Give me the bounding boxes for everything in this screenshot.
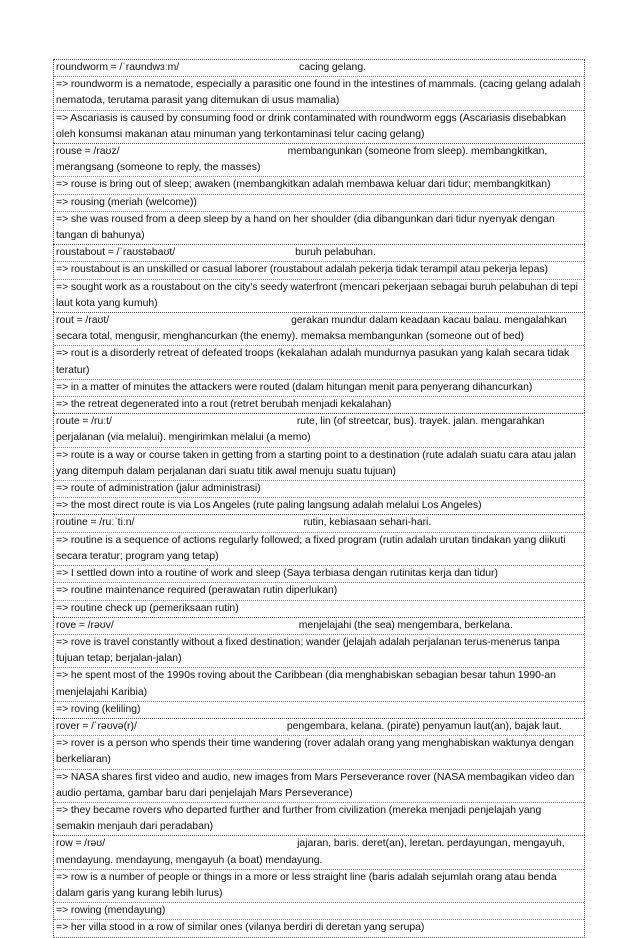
dictionary-entry bbox=[53, 244, 585, 312]
entry-example: => the most direct route is via Los Angeles (rute paling langsung adalah melalui Los Angeles) bbox=[54, 497, 584, 514]
dictionary-entry bbox=[53, 312, 585, 413]
entry-example: => she was roused from a deep sleep by a hand on her shoulder (dia dibangunkan dari tidur nyenyak dengan tangan di bahunya) bbox=[54, 211, 584, 244]
entry-example: => NASA shares first video and audio, new images from Mars Perseverance rover (NASA membagikan video dan audio pertama, gambar baru dari penjelajah Mars Perseverance) bbox=[54, 769, 584, 802]
dictionary-entry bbox=[53, 413, 585, 514]
entry-example: => rowing (mendayung) bbox=[54, 902, 584, 919]
entry-headword: row = /rəʊ/ bbox=[56, 838, 106, 850]
entry-example: => they became rovers who departed further and further from civilization (mereka menjadi penjelajah yang semakin menjauh dari peradaban) bbox=[54, 802, 584, 835]
entry-headword: route = /ruːt/ bbox=[56, 416, 112, 428]
entry-example: => rousing (meriah (welcome)) bbox=[54, 194, 584, 211]
entry-translation: gerakan mundur dalam keadaan kacau balau. mengalahkan secara total, mengusir, menghancurkan (the enemy). memaksa membangunkan (someone out of bed) bbox=[56, 315, 567, 343]
entry-headword: rover = /ˈrəʊvə(r)/ bbox=[56, 720, 137, 732]
entry-example: => roving (keliling) bbox=[54, 701, 584, 718]
entry-example: => I settled down into a routine of work and sleep (Saya terbiasa dengan rutinitas kerja dan tidur) bbox=[54, 565, 584, 582]
entry-headword: rout = /raʊt/ bbox=[56, 315, 110, 327]
entry-headword: rove = /rəʊv/ bbox=[56, 619, 114, 631]
entry-example: => her villa stood in a row of similar ones (vilanya berdiri di deretan yang serupa) bbox=[54, 919, 584, 936]
entry-example: => rouse is bring out of sleep; awaken (membangkitkan adalah membawa keluar dari tidur; membangkitkan) bbox=[54, 176, 584, 193]
entry-example: => Ascariasis is caused by consuming food or drink contaminated with roundworm eggs (Ascariasis disebabkan oleh konsumsi makanan atau minuman yang terkontaminasi telur cacing gelang) bbox=[54, 110, 584, 143]
entry-example: => route of administration (jalur administrasi) bbox=[54, 480, 584, 497]
entry-headword: roundworm = /ˈraʊndwɜːm/ bbox=[56, 62, 180, 73]
entry-headword: roustabout = /ˈraʊstəbaʊt/ bbox=[56, 247, 176, 259]
entry-example: => in a matter of minutes the attackers were routed (dalam hitungan menit para penyerang dihancurkan) bbox=[54, 379, 584, 396]
entry-translation: pengembara, kelana. (pirate) penyamun laut(an), bajak laut. bbox=[286, 720, 562, 732]
entry-example: => routine is a sequence of actions regularly followed; a fixed program (rutin adalah urutan tindakan yang diikuti secara teratur; program yang tetap) bbox=[54, 532, 584, 565]
entry-translation: rute, lin (of streetcar, bus). trayek. jalan. mengarahkan perjalanan (via melalui). mengirimkan melalui (a memo) bbox=[56, 416, 545, 444]
entry-translation: buruh pelabuhan. bbox=[295, 247, 376, 259]
entry-headword: routine = /ruːˈtiːn/ bbox=[56, 517, 135, 529]
entry-example: => rove is travel constantly without a fixed destination; wander (jelajah adalah perjalanan terus-menerus tanpa tujuan tetap; berjalan-jalan) bbox=[54, 634, 584, 667]
entry-example: => row is a number of people or things in a more or less straight line (baris adalah sejumlah orang atau benda dalam garis yang kurang lebih lurus) bbox=[54, 869, 584, 902]
entry-headword-line bbox=[54, 60, 584, 76]
entry-headword-line bbox=[54, 245, 584, 261]
dictionary-page bbox=[53, 59, 585, 938]
entry-example: => he spent most of the 1990s roving about the Caribbean (dia menghabiskan sebagian besar tahun 1990-an menjelajahi Karibia) bbox=[54, 667, 584, 700]
entry-example: => the retreat degenerated into a rout (retret berubah menjadi kekalahan) bbox=[54, 396, 584, 413]
entry-headword-line bbox=[54, 618, 584, 634]
entry-example: => routine check up (pemeriksaan rutin) bbox=[54, 600, 584, 617]
entry-example: => rout is a disorderly retreat of defeated troops (kekalahan adalah mundurnya pasukan yang kalah secara tidak teratur) bbox=[54, 345, 584, 378]
dictionary-entry bbox=[53, 514, 585, 616]
entry-translation: jajaran, baris. deret(an), leretan. perdayungan, mengayuh, mendayung. mendayung, mengayuh (a boat) mendayung. bbox=[56, 838, 565, 866]
entry-headword-line bbox=[54, 313, 584, 345]
entry-headword-line bbox=[54, 515, 584, 531]
dictionary-entry bbox=[53, 718, 585, 835]
entry-headword-line bbox=[54, 144, 584, 176]
entry-translation: membangunkan (someone from sleep). membangkitkan, merangsang (someone to reply, the masses) bbox=[56, 146, 548, 174]
entry-headword-line bbox=[54, 414, 584, 446]
entry-example: => roundworm is a nematode, especially a parasitic one found in the intestines of mammals. (cacing gelang adalah nematoda, terutama parasit yang ditemukan di usus mamalia) bbox=[54, 76, 584, 109]
entry-headword: rouse = /raʊz/ bbox=[56, 146, 120, 158]
entry-example: => rover is a person who spends their time wandering (rover adalah orang yang menghabiskan waktunya dengan berkeliaran) bbox=[54, 735, 584, 768]
dictionary-entry bbox=[53, 59, 585, 143]
entry-headword-line bbox=[54, 836, 584, 868]
entry-example: => route is a way or course taken in getting from a starting point to a destination (rute adalah suatu cara atau jalan yang ditempuh dalam perjalanan dari suatu titik awal menuju suatu tujuan) bbox=[54, 447, 584, 480]
entry-translation: rutin, kebiasaan sehari-hari. bbox=[303, 517, 432, 529]
entry-translation: menjelajahi (the sea) mengembara, berkelana. bbox=[298, 619, 513, 631]
entry-example: => sought work as a roustabout on the city's seedy waterfront (mencari pekerjaan sebagai buruh pelabuhan di tepi laut kota yang kumuh) bbox=[54, 279, 584, 312]
dictionary-entry bbox=[53, 143, 585, 244]
entry-translation: cacing gelang. bbox=[299, 62, 366, 73]
entry-example: => roustabout is an unskilled or casual laborer (roustabout adalah pekerja tidak terampil atau pekerja lepas) bbox=[54, 261, 584, 278]
entry-headword-line bbox=[54, 719, 584, 735]
dictionary-entry bbox=[53, 617, 585, 718]
entry-example: => routine maintenance required (perawatan rutin diperlukan) bbox=[54, 582, 584, 599]
dictionary-entry bbox=[53, 835, 585, 937]
